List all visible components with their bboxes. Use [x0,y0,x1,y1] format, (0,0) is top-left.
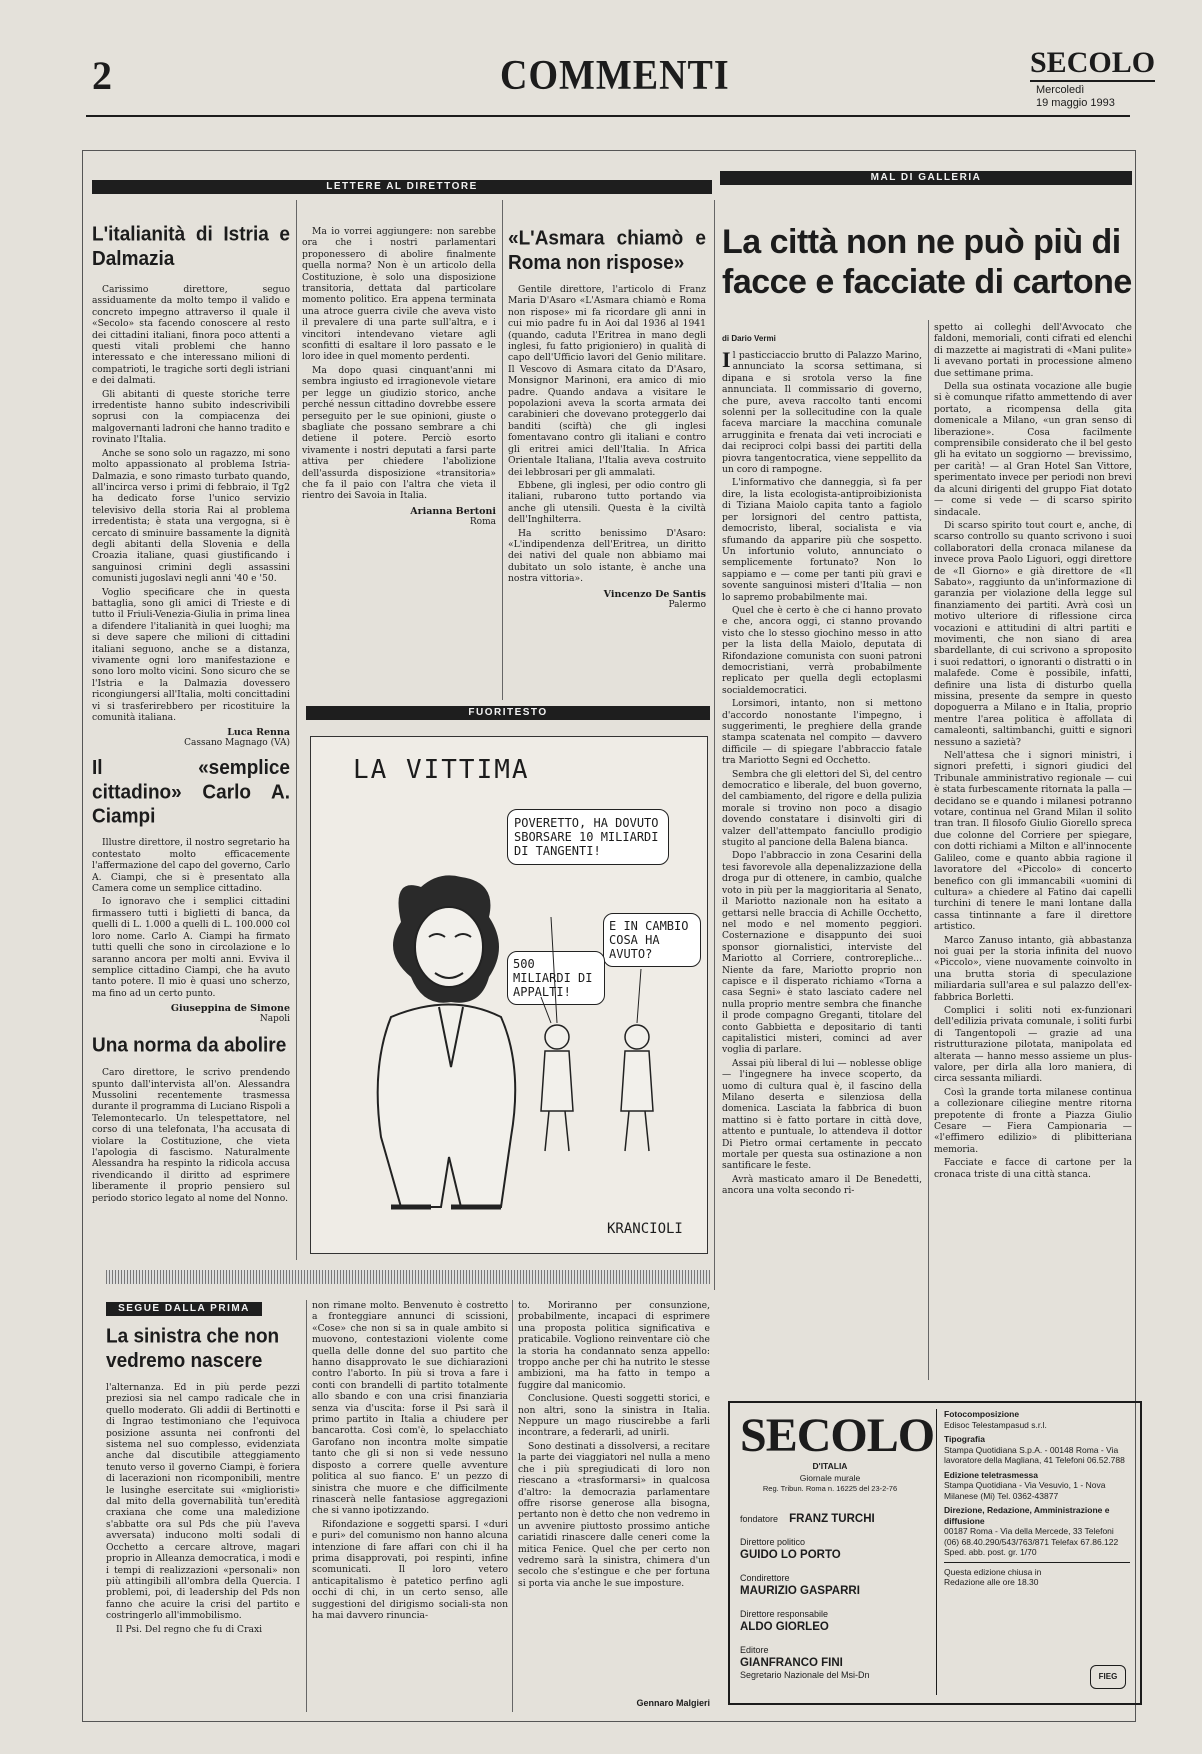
feature-paragraph: Complici i soliti noti ex-funzionari dell'edilizia privata comunale, i soliti furbi di Tangentopoli — grazie ad una ristrutturazione pilotata, manipolata ed alterata — hanno messo assieme un plus-valore, per dirla alla loro maniera, di circa sessanta miliardi. [934,1004,1132,1085]
letter3-paragraph: Ma io vorrei aggiungere: non sarebbe ora che i nostri parlamentari proponessero di abolire finalmente quella norma? Non è un articolo della Costituzione, è solo una disposizione transitoria, dettata dal particolare momento politico. Era appena terminata una atroce guerra civile che aveva visto il prevalere di una parte sull'altra, e i vincitori intendevano vietare agli sconfitti di esaltare il loro passato e le loro idee in quel momento perdenti. [302,226,496,363]
teletrasmessa-text: Stampa Quotidiana - Via Vesuvio, 1 - Nova Milanese (Mi) Tel. 0362-43877 [944,1480,1106,1501]
colophon-right [944,1409,1130,1588]
direzione-text: 00187 Roma - Via della Mercede, 33 Telefoni (06) 68.40.290/543/763/871 Telefax 67.86.122 Sped. abb. post. gr. 1/70 [944,1526,1119,1557]
feature-paragraph: Quel che è certo è che ci hanno provato e che, ancora oggi, ci stanno provando visto che lo stesso giochino messo in atto per la lista della Maiolo, deputata di Rifondazione comunista con suoni patroni democristiani, verrà probabilmente replicato per quella degli ectoplasmi socialdemocratici. [722,604,922,696]
feature-paragraph: Nell'attesa che i signori ministri, i signori prefetti, i signori giudici del Tribunale amministrativo regionale — cui è stata furbescamente ritornata la palla — decidano se e quando i milanesi potranno votare, continua nel Grand Milan il solito tran tran. Il filosofo Giulio Giorello spreca due colonne del Corriere per spiegare, con dotti richiami a Milton e all'innocente Galileo, come e quanto abbia ragione il lavoratore del «Piccolo» di concerto benefico con gli immancabili «uomini di cultura» a chiedere al Fatino dai capelli turchini di tenere le mani lontane dalla cassa tintinnante a fare il direttore artistico. [934,750,1132,933]
segue-paragraph: Sono destinati a dissolversi, a recitare la parte dei viaggiatori nel nulla a meno che i più spregiudicati di loro non riescano a «trasformarsi» in qualcosa d'altro: la democrazia parlamentare offre risorse generose alla bisogna, pertanto non è detto che non vedremo in un avvenire piuttosto prossimo antiche cariatidi rinascere dalle ceneri come la mitica Fenice. Quel che per certo non vedremo sarà la sinistra, chimera d'un secolo che s'estingue e che per fortuna si porta via anche le sue imposture. [518,1440,710,1589]
colophon-political-director [740,1537,930,1562]
feature-paragraph: Di scarso spirito tout court e, anche, di scarso controllo su quanto scrivono i suoi collaboratori della cronaca milanese da invece prova Paolo Liguori, oggi direttore de «Il Giorno» e già direttore de «Il Sabato», raggiunto da un'informazione di garanzia per violazione della legge sul finanziamento dei partiti. Avrà così un motivo ulteriore di riflessione circa vocazioni e attitudini di altri partiti e movimenti, che non siano di area sbardellante, di cui scrivono a sproposito i suoi redattori, o ignoranti o distratti o in malafede. Come è possibile, infatti, definire una lista di disturbo quella missina, presente da sempre in questo dopoguerra a Milano e in Italia, proprio mentre l'area politica è affollata di camaleonti, saltimbanchi, guitti e signori nessuno a sazietà? [934,519,1132,748]
feature-paragraph: spetto ai colleghi dell'Avvocato che faldoni, memoriali, conti cifrati ed elenchi di mazzette ai magistrati di «Mani pulite» li avevano portati in processione almeno due settimane prima. [934,322,1132,379]
feature-paragraph: Marco Zanuso intanto, già abbastanza noi guai per la storia infinita del nuovo «Piccolo», viene nuovamente coinvolto in una brutta storia di speculazione miliardaria sull'area e sul palazzo dell'ex-fabbrica Borletti. [934,934,1132,1003]
responsible-director-label: Direttore responsabile [740,1609,829,1619]
letter4-paragraph: Gentile direttore, l'articolo di Franz Maria D'Asaro «L'Asmara chiamò e Roma non rispose» mi fa ricordare gli anni in cui mio padre fu in Aoi dal 1936 al 1941 (quando, caduta l'Eritrea in mano degli inglesi, fu fatto prigioniero) in qualità di capo dell'Ufficio lavori del Genio militare. Il Vescovo di Asmara citato da D'Asaro, Monsignor Marinoni, era amico di mio padre. Quando andava a visitare le popolazioni aveva la scorta armata dei carabinieri che dovevano proteggerlo dai banditi (sciftà) che gli inglesi fomentavano contro gli italiani e contro gli eritrei amici dell'Italia. In Africa Orientale Italiana, l'Italia aveva costruito dei lebbrosari per gli ammalati. [508,284,706,478]
publisher-label: Editore [740,1645,769,1655]
founder-name: FRANZ TURCHI [789,1513,875,1525]
feature-paragraph: Dopo l'abbraccio in zona Cesarini della tesi favorevole alla depenalizzazione della droga pur di ottenere, in cambio, qualche voto in più per la maggioritaria al Senato, il Mariotto nazionale non ha esitato a gettarsi nelle braccia di Achille Occhetto, nel modo e nel momento peggiori. Costernazione e disappunto dei suoi sponsor giornalistici, interviste del Mariotto al Corriere, controrepliche... Niente da fare, Mariotto proprio non capisce e il disperato richiamo «Torna a casa Segni» è stato lasciato cadere nel nulla proprio mentre sembra che finanche il prode compagno Greganti, titolare del conto Gabbietta e depositario di tanti capitalistici misteri, cominci ad aver voglia di parlare. [722,850,922,1056]
feature-paragraph: Sembra che gli elettori del Sì, del centro democratico e liberale, del buon governo, del cambiamento, del rigore e della pulizia morale si trovino non poco a disagio dovendo constatare i disinvolti giri di valzer dell'attempato fanciullo prodigio stugito al pancione della Balena bianca. [722,768,922,849]
section-title: COMMENTI [500,52,730,100]
letter4-paragraph: Ha scritto benissimo D'Asaro: «L'indipendenza dell'Eritrea, un diritto dei nativi del quale non abbiamo mai dubitato un solo istante, è anche una nostra vittoria». [508,527,706,585]
cartoon-frame [310,736,708,1254]
letter2-title: Il «semplice cittadino» Carlo A. Ciampi [92,757,290,829]
banner-segue: SEGUE DALLA PRIMA [106,1302,262,1316]
teletrasmessa-label: Edizione teletrasmessa [944,1469,1039,1480]
feature-paragraph: l pasticciaccio brutto di Palazzo Marino, annunciato la scorsa settimana, si dipana e si srotola verso la fine annunciata. Il commissario di governo, che pure, aveva raccolto tanti encomi solenni per la sollecitudine con la quale faceva marciare la macchina comunale arrugginita e frenata dai veti incrociati e dai reciproci colpi bassi dei partiti della piovra tangentocratica, viene seppellito da un coro di rampogne. [722,350,922,476]
political-director-name: GUIDO LO PORTO [740,1549,841,1561]
letter1-signature: Luca Renna [227,727,290,739]
letter4-place: Palermo [668,599,706,610]
letter1-paragraph: Carissimo direttore, seguo assiduamente da molto tempo il valido e concreto impegno attraverso il quale il «Secolo» sta facendo conoscere al resto dei cittadini italiani, finora poco attenti a questi vitali problemi che hanno interessato e che interessano milioni di compatrioti, le tragiche sorti degli istriani e dei dalmati. [92,284,290,387]
cartoon-drawing [311,737,707,1253]
cartoon-signature: KRANCIOLI [607,1221,683,1237]
feature-byline: di Dario Vermi [722,334,776,343]
section-divider [106,1270,710,1284]
closing-time: Questa edizione chiusa in Redazione alle ore 18.30 [944,1566,1042,1587]
segue-paragraph: non rimane molto. Benvenuto è costretto a fronteggiare annunci di scissioni, «Cose» che non si sa in quale ambito si muovono, contestazioni violente come quella delle donne del suo partito che hanno disapprovato le sue dichiarazioni contro l'aborto. In più si trova a fare i conti con brandelli di partito totalmente allo sbando e con una crisi finanziaria senza via d'uscita: forse il Psi sarà il primo partito in Italia a chiudere per bancarotta. Così com'è, lo spelacchiato Garofano non incontra molte simpatie tanto che gli si non si vede nessuno disposto a correre quelle avventure politica al suo fianco. E' un pezzo di sinistra che muore e che difficilmente rinascerà nelle fantasiose aggregazioni che si vanno ipotizzando. [312,1300,508,1517]
feature-paragraph: Avrà masticato amaro il De Benedetti, ancora una volta secondo ri- [722,1173,922,1197]
fotocomposizione-label: Fotocomposizione [944,1409,1020,1419]
direzione-label: Direzione, Redazione, Amministrazione e diffusione [944,1505,1110,1526]
letter1-paragraph: Gli abitanti di queste storiche terre irredentiste hanno subito indescrivibili soprusi con la compiacenza dei malgovernanti ladroni che hanno tradito e rovinato l'Italia. [92,388,290,446]
segue-signature: Gennaro Malgieri [636,1698,710,1708]
letter2-signature: Giuseppina de Simone [170,1003,290,1015]
banner-letters: LETTERE AL DIRETTORE [92,180,712,194]
cartoon-bubble-3: 500 MILIARDI DI APPALTI! [507,951,605,1005]
letters-column-1 [92,224,290,1249]
feature-paragraph: Assai più liberal di lui — noblesse oblige — l'ingegnere ha invece scoperto, da uomo di cultura qual è, il fascino della Milano deserta e silenziosa della domenica. Lasciata la fabbrica di buon mattino si è fatto portare in città dove, attento e puntuale, lo attendeva il dottor Di Pietro ormai certamente in peccato mortale per questa sua ostinazione a non santificare le feste. [722,1057,922,1172]
letter3-paragraph: Ma dopo quasi cinquant'anni mi sembra ingiusto ed irragionevole vietare per legge un giudizio storico, anche perché nessun cittadino dovrebbe essere perseguito per le sue opinioni, giuste o sbagliate che possano sembrare a chi detiene il potere. Perciò esorto vivamente i nostri deputati a farsi parte attiva per chiedere l'abolizione dell'assurda disposizione «transitoria» che fa il paio con l'altra che vieta il rientro dei Savoia in Italia. [302,364,496,502]
letter4-title: «L'Asmara chiamò e Roma non rispose» [508,228,706,275]
colophon-publisher [740,1645,940,1681]
cartoon-title: LA VITTIMA [353,755,530,785]
letters-column-3 [508,228,706,698]
feature-dropcap: I [722,350,731,372]
publisher-role: Segretario Nazionale del Msi-Dn [740,1670,870,1680]
letter2-place: Napoli [259,1014,290,1025]
weekday: Mercoledì [1036,84,1085,96]
co-director-name: MAURIZIO GASPARRI [740,1585,860,1597]
feature-paragraph: L'informativo che danneggia, sì fa per dire, la lista ecologista-antiproibizionista di Tiziana Maiolo capita tanto a fagiolo per lorsignori del centro pattista, democristo, liberal, socialista e via sfumando da apparire più che sospetto. Un infortunio voluto, annunciato o semplicemente fortunato? Non lo sappiamo e — come per tanti più gravi e sovente sanguinosi misteri d'Italia — non lo sapremo probabilmente mai. [722,477,922,603]
feature-paragraph: Così la grande torta milanese continua a collezionare ciliegine mentre ritorna prepotente di fronte a Piazza Giulio Cesare — Fiera Campionaria — «l'effimero edilizio» di plibitteriana memoria. [934,1086,1132,1155]
column-rule [928,320,929,1380]
segue-title: La sinistra che non vedremo nascere [106,1325,280,1373]
segue-column-2 [312,1300,508,1712]
column-rule [296,200,297,1260]
cartoon-bubble-1: POVERETTO, HA DOVUTO SBORSARE 10 MILIARDI DI TANGENTI! [507,809,669,865]
letter1-title: L'italianità di Istria e Dalmazia [92,224,290,271]
segue-paragraph: l'alternanza. Ed in più perde pezzi preziosi sia nel campo radicale che in quello moderato. Gli addii di Bertinotti e di Ingrao testimoniano che l'equivoca posizione assunta nei confronti del sistema nel suo complesso, evidenziata anche dal discutibile atteggiamento tenuto verso il governo Ciampi, è foriera di lacerazioni non ricomponibili, mentre le lusinghe esercitate sui «miglioristi» dal mito della governabilità tun'eredità craxiana che come una maledizione s'abbatte ora sul Pds che più l'aveva avversata) inducono molti sodali di Occhetto a cercare altrove, magari proprio in Alleanza democratica, i modi e i tempi di realizzazioni «personali» non più attingibili all'ombra della Quercia. I problemi, poi, di leadership del Pds non fanno che acuire la crisi del partito e costringerlo all'immobilismo. [106,1382,300,1622]
letter3-signature: Arianna Bertoni [410,505,496,517]
feature-paragraph: Facciate e facce di cartone per la cronaca triste di una città stanca. [934,1157,1132,1180]
colophon-divider [936,1409,937,1695]
letter2-paragraph: Io ignoravo che i semplici cittadini firmassero tutti i biglietti di banca, da quelli di L. 1.000 a quelli di L. 100.000 col loro nome. Carlo A. Ciampi ha firmato tutti quelli che sono in circolazione e lo saranno ancora per molti anni. Evviva il semplice cittadino Ciampi, che ha avuto tanto potere. Il mio è quasi uno scherzo, ma fino ad un certo punto. [92,896,290,999]
segue-column-1 [106,1382,300,1712]
colophon-logo: SECOLO [740,1409,935,1462]
segue-paragraph: Conclusione. Questi soggetti storici, e non altri, sono la sinistra in Italia. Neppure un mago riuscirebbe a farli incontrare, a federarli, ad unirli. [518,1393,710,1439]
masthead-rule [86,115,1130,117]
fieg-logo: FIEG [1090,1665,1126,1689]
responsible-director-name: ALDO GIORLEO [740,1621,829,1633]
letter2-paragraph: Illustre direttore, il nostro segretario ha contestato molto efficacemente l'affermazione del capo del governo, Carlo A. Ciampi, che si è presentato alla Camera come un semplice cittadino. [92,837,290,895]
letter1-paragraph: Voglio specificare che in questa battaglia, sono gli amici di Trieste e di tutto il Friuli-Venezia-Giulia in prima linea a difendere l'italianità in quei luoghi; ma si deve sapere che milioni di cittadini italiani seguono, anche se a distanza, vivamente ogni loro manifestazione e sono loro molto vicini. Sono sicuro che se l'Istria e la Dalmazia dovessero ricongiungersi all'Italia, molti concittadini vi si trasferirebbero per ricostituire la comunità italiana. [92,586,290,724]
feature-column-1 [722,350,922,1390]
letter3-place: Roma [469,516,496,527]
political-director-label: Direttore politico [740,1537,806,1547]
masthead-date [1036,84,1115,110]
segue-column-3 [518,1300,710,1696]
banner-fuoritesto: FUORITESTO [306,706,710,720]
segue-paragraph: Il Psi. Del regno che fu di Craxi [116,1623,263,1635]
column-rule [714,200,715,1290]
colophon-registration: Reg. Tribun. Roma n. 16225 del 23-2-76 [762,1484,898,1493]
masthead-logo: SECOLO [1030,46,1155,82]
tipografia-text: Stampa Quotidiana S.p.A. - 00148 Roma - Via lavoratore della Magliana, 41 Telefoni 06.52.788 [944,1444,1125,1465]
colophon-responsible-director [740,1609,930,1634]
colophon-logo-sub: D'ITALIA [812,1461,848,1471]
founder-label: fondatore [740,1514,779,1524]
co-director-label: Condirettore [740,1573,790,1583]
letter4-paragraph: Ebbene, gli inglesi, per odio contro gli italiani, rubarono tutto portando via anche gli utensili. Questa è la civiltà dell'Inghilterra. [508,479,706,526]
colophon-founder [740,1507,930,1526]
colophon-rule [944,1562,1130,1563]
fotocomposizione-text: Edisoc Telestampasud s.r.l. [944,1419,1047,1430]
segue-paragraph: to. Moriranno per consunzione, probabilmente, incapaci di esprimere una proposta politica significativa e praticabile. Vogliono reinventare ciò che la storia ha condannato senza appello: troppo anche per chi ha nutrito le stesse ambizioni, ma ha fatto in tempo a fuggire dal manicomio. [518,1300,710,1391]
feature-column-2 [934,322,1132,1390]
colophon-type: Giornale murale [799,1473,861,1483]
publisher-name: GIANFRANCO FINI [740,1657,843,1669]
feature-paragraph: Della sua ostinata vocazione alle bugie si è comunque rifatto ammettendo di aver portato, a ricompensa della gita domenicale a Milano, «un gran senso di liberazione». Cosa facilmente comprensibile considerato che il bel gesto gli ha evitato un soggiorno — brevissimo, per carità! — al Gran Hotel San Vittore, sperimentato invece per periodi non brevi da alcuni dirigenti del gruppo Fiat dotato — come si vede — di scarso spirito sindacale. [934,381,1132,518]
colophon-box [728,1401,1142,1705]
feature-paragraph: Lorsimori, intanto, non si mettono d'accordo nonostante l'impegno, i suggerimenti, le preghiere della grande stampa scatenata nel compito — davvero difficile — di spiegare l'abbraccio fatale tra Mariotto Segni ed Occhetto. [722,698,922,767]
tipografia-label: Tipografia [944,1434,985,1444]
page-number: 2 [92,53,112,98]
column-rule [512,1300,513,1712]
letter4-signature: Vincenzo De Santis [603,588,706,600]
colophon-co-director [740,1573,930,1598]
segue-paragraph: Rifondazione e soggetti sparsi. I «duri e puri» del comunismo non hanno alcuna intenzione di fare affari con chi il ha prima disapprovati, poi respinti, infine scomunicati. Il loro vetero anticapitalismo è patetico perfino agli occhi di chi, in un certo senso, alle suggestioni del dirigismo sociali-sta non ha mai davvero rinuncia- [312,1518,508,1621]
cartoon-bubble-2: E IN CAMBIO COSA HA AVUTO? [603,913,701,967]
feature-title: La città non ne può più di facce e facciate di cartone [722,223,1132,301]
banner-mal-di-galleria: MAL DI GALLERIA [720,171,1132,185]
letter3-paragraph: Caro direttore, le scrivo prendendo spunto dall'intervista all'on. Alessandra Mussolini recentemente trasmessa durante il programma di Luciano Rispoli a Telemontecarlo. Un telespettatore, nel corso di una telefonata, l'ha accusata di violare la Costituzione, che vieta l'apologia di fascismo. Naturalmente Alessandra ha respinto la ridicola accusa rivendicando il diritto ad esprimere liberamente il proprio pensiero sul periodo storico legato al nome del Nonno. [92,1067,290,1204]
date: 19 maggio 1993 [1036,97,1115,109]
letters-column-2 [302,226,496,696]
column-rule [306,1300,307,1712]
letter3-title: Una norma da abolire [92,1034,287,1057]
letter1-place: Cassano Magnago (VA) [184,738,290,749]
letter1-paragraph: Anche se sono solo un ragazzo, mi sono molto appassionato al problema Istria-Dalmazia, e sono rimasto turbato quando, all'incirca verso i primi di febbraio, il Tg2 ha dedicato forse l'unico servizio televisivo della storia Rai al problema irredentista; è stata una vergogna, si è cercato di sminuire bassamente la dignità degli abitanti della Slovenia e della Croazia italiane, quasi giustificando i sanguinosi crimini degli assassini comunisti jugoslavi negli anni '40 e '50. [92,447,290,585]
column-rule [502,200,503,700]
